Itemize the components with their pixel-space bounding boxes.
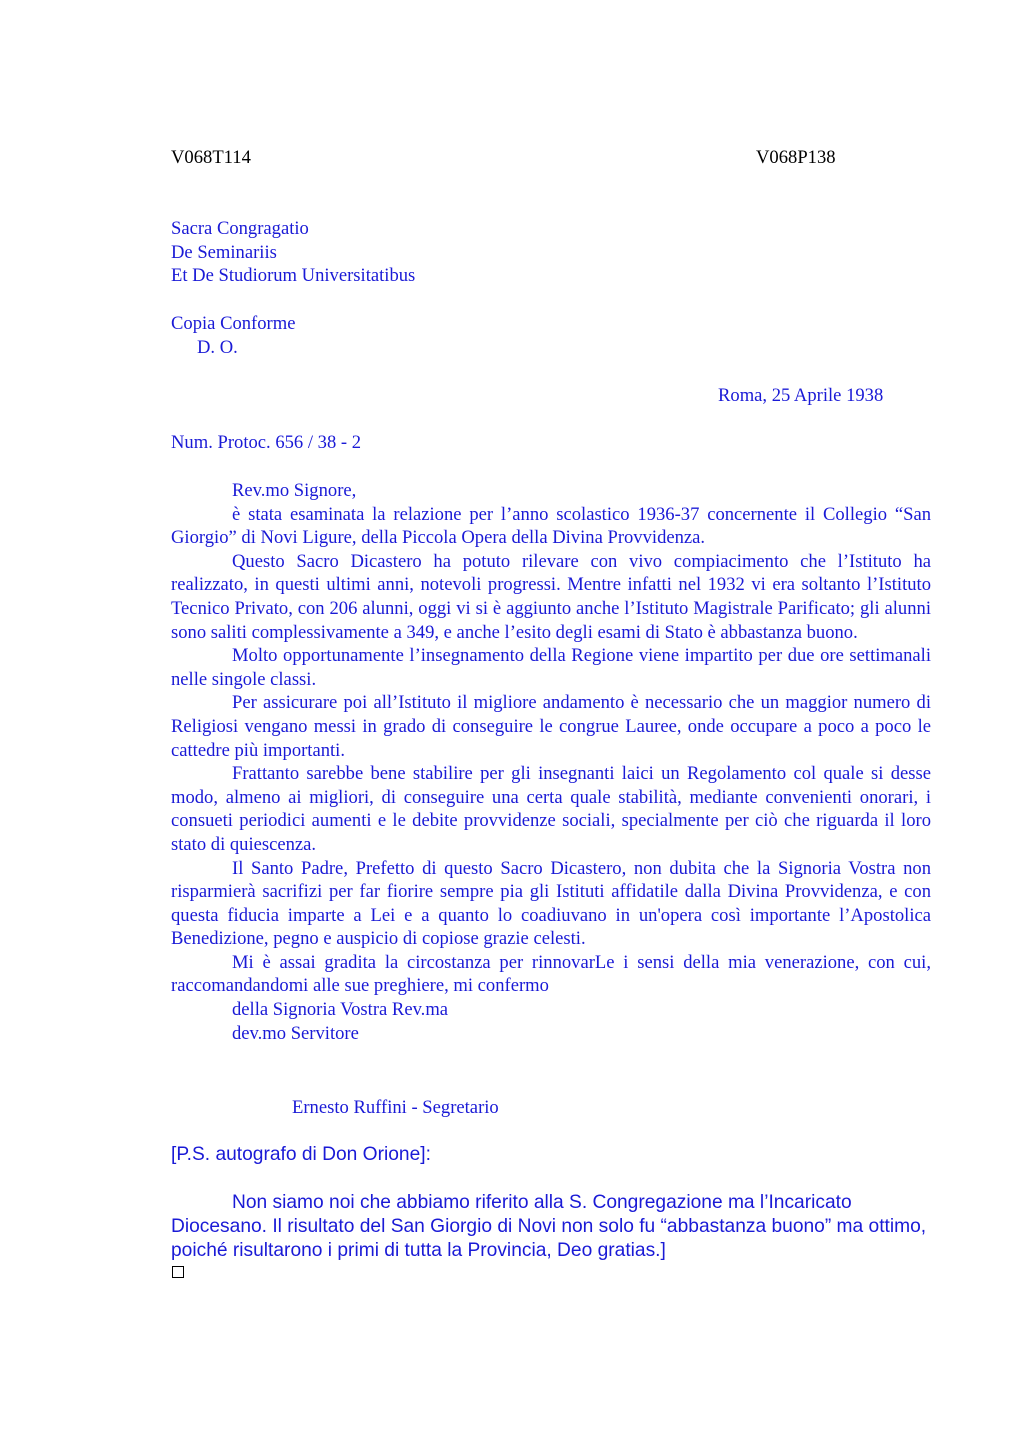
letter-paragraph-4: Per assicurare poi all’Istituto il migliore andamento è necessario che un maggior numero di Religiosi vengano messi in grado di conseguire le congrue Lauree, onde occupare a poco a poco le cattedre più importanti. [171, 692, 931, 761]
sender-block [171, 217, 931, 288]
reference-code-left: V068T114 [171, 147, 251, 168]
postscript-title: [P.S. autografo di Don Orione]: [171, 1144, 431, 1165]
copy-conforme-block [171, 312, 931, 359]
sender-line-2: De Seminariis [171, 241, 277, 263]
signature: Ernesto Ruffini - Segretario [292, 1097, 499, 1118]
letter-paragraph-7: Mi è assai gradita la circostanza per rinnovarLe i sensi della mia venerazione, con cui, raccomandandomi alle sue preghiere, mi confermo [171, 951, 931, 997]
copy-line-2: D. O. [197, 336, 238, 358]
letter-paragraph-1: è stata esaminata la relazione per l’anno scolastico 1936-37 concernente il Collegio “San Giorgio” di Novi Ligure, della Piccola Opera della Divina Provvidenza. [171, 503, 931, 549]
copy-line-1: Copia Conforme [171, 313, 296, 334]
letter-paragraph-6: Il Santo Padre, Prefetto di questo Sacro Dicastero, non dubita che la Signoria Vostra non risparmierà sacrifizi per far fiorire sempre pia gli Istituti affidatile dalla Divina Provvidenza, e con questa fiducia imparte a Lei e a quanto lo coadiuvano in un'opera così importante l’Apostolica Benedizione, pegno e auspicio di copiose grazie celesti. [171, 857, 931, 950]
letter-date: Roma, 25 Aprile 1938 [718, 385, 884, 406]
protocol-number: Num. Protoc. 656 / 38 - 2 [171, 432, 362, 453]
letter-paragraph-5: Frattanto sarebbe bene stabilire per gli insegnanti laici un Regolamento col quale si desse modo, almeno ai migliori, di conseguire una certa quale stabilità, mediante convenienti onorari, i consueti periodici aumenti e le debite provvidenze sociali, specialmente per ciò che riguarda il loro stato di quiescenza. [171, 763, 931, 855]
reference-code-right: V068P138 [756, 147, 836, 168]
postscript-text: Non siamo noi che abbiamo riferito alla S. Congregazione ma l’Incaricato Diocesano. Il risultato del San Giorgio di Novi non solo fu “abbastanza buono” ma ottimo, poiché risultarono i primi di tutta la Provincia, Deo gratias.] [171, 1192, 927, 1262]
letter-paragraph-2: Questo Sacro Dicastero ha potuto rilevare con vivo compiacimento che l’Istituto ha realizzato, in questi ultimi anni, notevoli progressi. Mentre infatti nel 1932 vi era soltanto l’Istituto Tecnico Privato, con 206 alunni, oggi vi si è aggiunto anche l’Istituto Magistrale Parificato; gli alunni sono saliti complessivamente a 349, e anche l’esito degli esami di Stato è abbastanza buono. [171, 550, 931, 643]
closing-line-1: della Signoria Vostra Rev.ma [232, 999, 449, 1021]
postscript-body [171, 1191, 931, 1264]
salutation: Rev.mo Signore, [232, 480, 357, 501]
letter-body [171, 479, 931, 1045]
sender-line-3: Et De Studiorum Universitatibus [171, 265, 416, 287]
sender-line-1: Sacra Congragatio [171, 218, 309, 239]
closing-line-2: dev.mo Servitore [232, 1022, 359, 1044]
letter-paragraph-3: Molto opportunamente l’insegnamento della Regione viene impartito per due ore settimanali nelle singole classi. [171, 645, 931, 690]
checkbox-square-icon [172, 1266, 184, 1278]
